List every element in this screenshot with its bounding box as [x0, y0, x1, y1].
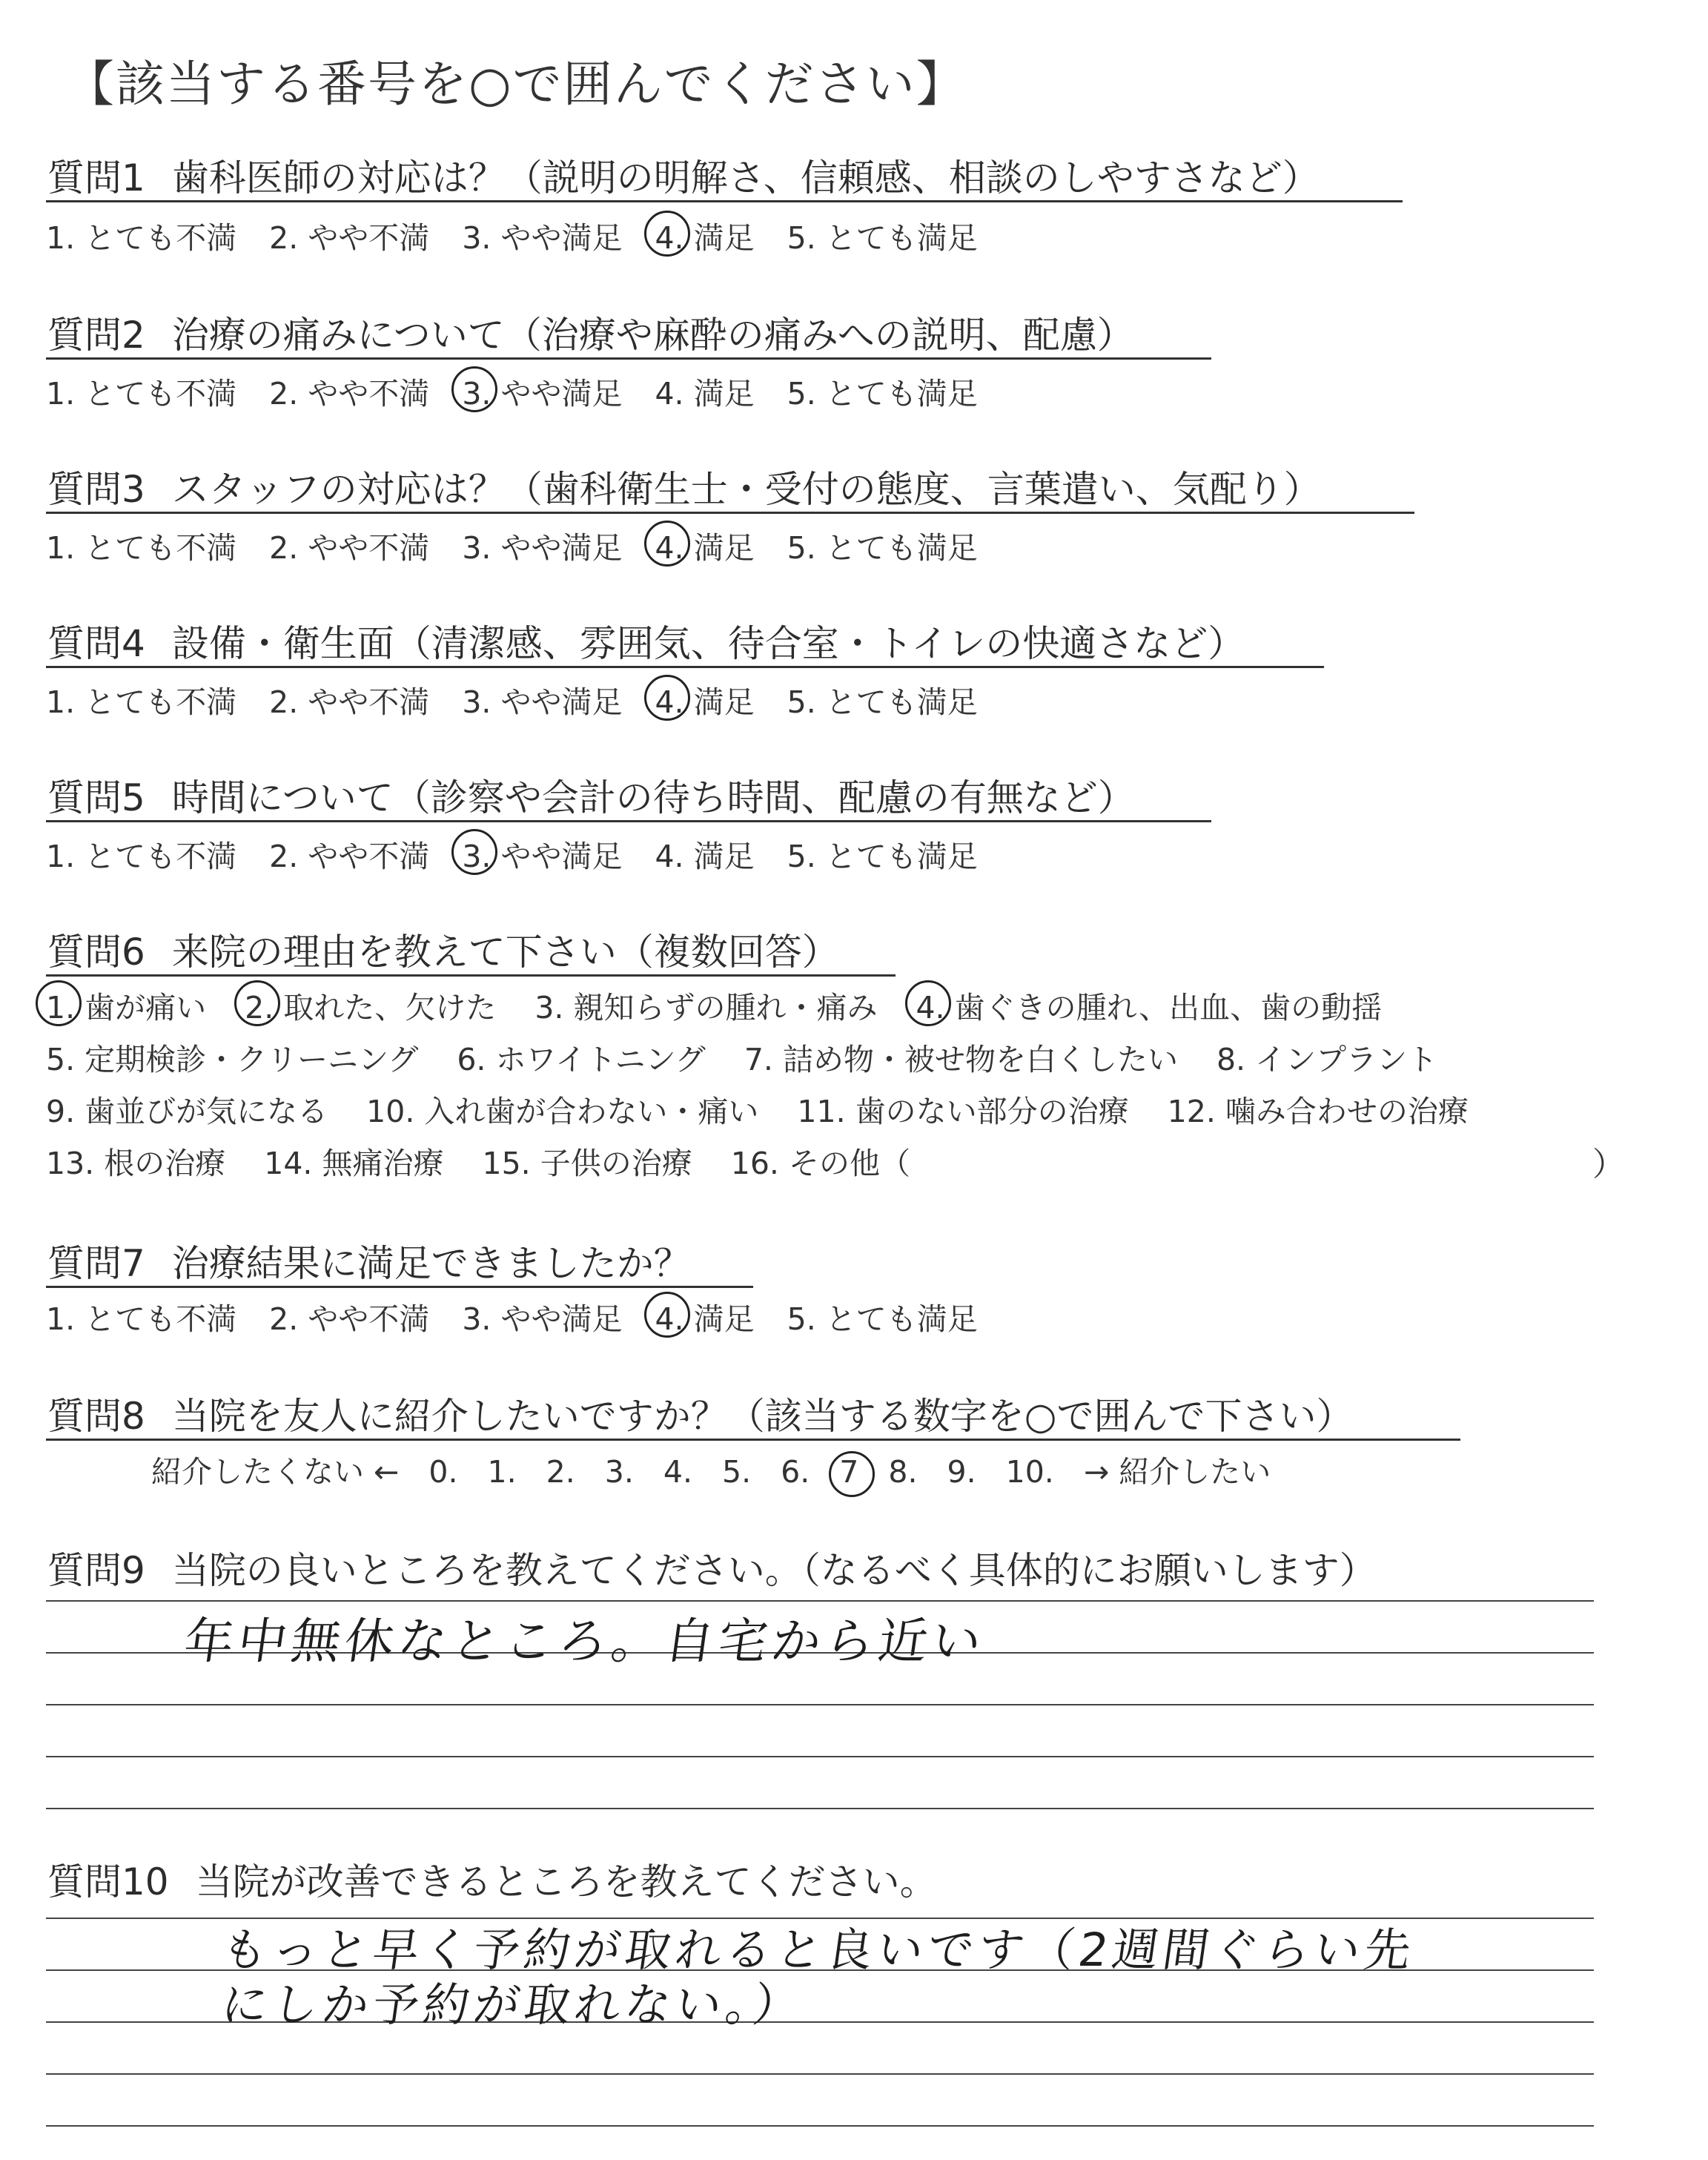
question-8-text: 当院を友人に紹介したいですか？（該当する数字を○で囲んで下さい）: [171, 1395, 1354, 1438]
q5-option-2[interactable]: 2. やや不満: [269, 839, 430, 874]
q6-option-8[interactable]: 8. インプラント: [1216, 1042, 1438, 1077]
q5-option-5[interactable]: 5. とても満足: [787, 839, 978, 874]
question-9-text: 当院の良いところを教えてください。（なるべく具体的にお願いします）: [171, 1549, 1377, 1592]
question-5-text: 時間について（診察や会計の待ち時間、配慮の有無など）: [171, 776, 1135, 819]
question-7-label: 質問7: [47, 1242, 145, 1285]
q8-option-7[interactable]: 5.: [722, 1454, 752, 1490]
question-1-options: [46, 214, 1010, 257]
question-4-label: 質問4: [47, 622, 145, 665]
question-6-underline: [46, 974, 896, 977]
q8-option-4[interactable]: 2.: [546, 1454, 575, 1490]
question-10-label: 質問10: [47, 1860, 169, 1903]
q6-option-11[interactable]: 11. 歯のない部分の治療: [797, 1094, 1129, 1129]
q6-option-9[interactable]: 9. 歯並びが気になる: [46, 1094, 328, 1129]
q1-option-3[interactable]: 3. やや満足: [462, 220, 623, 256]
question-4-text: 設備・衛生面（清潔感、雰囲気、待合室・トイレの快適さなど）: [171, 622, 1245, 665]
question-2-text: 治療の痛みについて（治療や麻酔の痛みへの説明、配慮）: [171, 314, 1134, 357]
q2-option-3[interactable]: 3. やや満足: [462, 369, 622, 413]
question-8-title: [47, 1387, 1353, 1440]
q1-option-5[interactable]: 5. とても満足: [787, 220, 978, 256]
q5-option-3[interactable]: 3. やや満足: [462, 832, 622, 876]
question-1-title: [47, 148, 1320, 202]
q6-option-2[interactable]: 2. 取れた、欠けた: [245, 983, 496, 1027]
question-3-label: 質問3: [47, 468, 145, 511]
q1-option-2[interactable]: 2. やや不満: [269, 220, 430, 256]
q6-option-12[interactable]: 12. 噛み合わせの治療: [1167, 1094, 1469, 1129]
q1-option-4[interactable]: 4. 満足: [655, 214, 754, 257]
q2-option-2[interactable]: 2. やや不満: [269, 376, 430, 412]
question-3-underline: [46, 512, 1414, 514]
q5-option-1[interactable]: 1. とても不満: [46, 839, 237, 874]
question-6-row-4: [46, 1139, 949, 1183]
question-2-label: 質問2: [47, 314, 145, 357]
answer-line: [46, 1704, 1594, 1705]
question-8-scale: [151, 1447, 1300, 1491]
q8-option-3[interactable]: 1.: [487, 1454, 517, 1490]
q8-option-1[interactable]: 紹介したくない ←: [151, 1454, 400, 1490]
question-9-handwritten-answer: 年中無休なところ。自宅から近い: [180, 1613, 990, 1670]
question-1-underline: [46, 200, 1403, 202]
q8-option-8[interactable]: 6.: [781, 1454, 810, 1490]
q6-option-6[interactable]: 6. ホワイトニング: [457, 1042, 706, 1077]
question-4-underline: [46, 666, 1324, 668]
question-5-options: [46, 832, 1010, 876]
answer-line: [46, 2125, 1594, 2127]
question-9-title: [47, 1541, 1377, 1594]
q6-option-13[interactable]: 13. 根の治療: [46, 1146, 226, 1181]
question-3-options: [46, 524, 1010, 567]
q4-option-4[interactable]: 4. 満足: [655, 678, 754, 721]
question-7-text: 治療結果に満足できましたか？: [171, 1242, 691, 1285]
q8-option-10[interactable]: 8.: [888, 1454, 918, 1490]
question-5-label: 質問5: [47, 776, 145, 819]
question-6-row-2: [46, 1035, 1476, 1079]
question-6-row-1: [46, 983, 1420, 1027]
q2-option-1[interactable]: 1. とても不満: [46, 376, 237, 412]
q7-option-4[interactable]: 4. 満足: [655, 1295, 754, 1338]
q3-option-2[interactable]: 2. やや不満: [269, 530, 430, 566]
answer-line: [46, 2073, 1594, 2075]
question-4-title: [47, 614, 1245, 667]
q5-option-4[interactable]: 4. 満足: [655, 839, 755, 874]
q7-option-5[interactable]: 5. とても満足: [787, 1301, 978, 1337]
question-7-title: [47, 1234, 691, 1287]
q4-option-5[interactable]: 5. とても満足: [787, 684, 978, 720]
question-6-row-3: [46, 1087, 1507, 1131]
q6-option-3[interactable]: 3. 親知らずの腫れ・痛み: [534, 990, 878, 1025]
q3-option-4[interactable]: 4. 満足: [655, 524, 754, 567]
q8-option-13[interactable]: → 紹介したい: [1083, 1454, 1271, 1490]
question-6-other-close-paren: ）: [1592, 1146, 1625, 1183]
question-6-label: 質問6: [47, 931, 145, 974]
form-header: 【該当する番号を○で囲んでください】: [65, 56, 967, 113]
q8-option-6[interactable]: 4.: [663, 1454, 693, 1490]
q8-option-9[interactable]: 7: [839, 1454, 859, 1490]
question-7-options: [46, 1295, 1010, 1338]
answer-line: [46, 1756, 1594, 1757]
question-10-title: [47, 1852, 937, 1906]
q6-option-5[interactable]: 5. 定期検診・クリーニング: [46, 1042, 419, 1077]
question-8-underline: [46, 1439, 1460, 1441]
q4-option-2[interactable]: 2. やや不満: [269, 684, 430, 720]
q8-option-2[interactable]: 0.: [428, 1454, 458, 1490]
question-10-handwritten-answer-line-1: もっと早く予約が取れると良いです（2週間ぐらい先: [218, 1923, 1419, 1977]
q6-option-15[interactable]: 15. 子供の治療: [482, 1146, 692, 1181]
q7-option-2[interactable]: 2. やや不満: [269, 1301, 430, 1337]
q2-option-4[interactable]: 4. 満足: [655, 376, 755, 412]
q6-option-7[interactable]: 7. 詰め物・被せ物を白くしたい: [744, 1042, 1178, 1077]
q8-option-5[interactable]: 3.: [604, 1454, 634, 1490]
question-2-title: [47, 305, 1134, 359]
q6-option-16[interactable]: 16. その他（: [730, 1146, 910, 1181]
question-2-underline: [46, 357, 1211, 360]
question-6-title: [47, 922, 839, 976]
answer-line: [46, 1808, 1594, 1809]
q6-option-1[interactable]: 1. 歯が痛い: [46, 983, 206, 1027]
q4-option-3[interactable]: 3. やや満足: [462, 684, 623, 720]
q8-option-12[interactable]: 10.: [1005, 1454, 1054, 1490]
question-3-text: スタッフの対応は？（歯科衛生士・受付の態度、言葉遣い、気配り）: [171, 468, 1321, 511]
question-2-options: [46, 369, 1010, 413]
q6-option-10[interactable]: 10. 入れ歯が合わない・痛い: [366, 1094, 759, 1129]
question-8-label: 質問8: [47, 1395, 145, 1438]
q2-option-5[interactable]: 5. とても満足: [787, 376, 978, 412]
question-5-title: [47, 768, 1135, 822]
q3-option-3[interactable]: 3. やや満足: [462, 530, 623, 566]
question-1-text: 歯科医師の対応は？（説明の明解さ、信頼感、相談のしやすさなど）: [171, 156, 1320, 199]
question-9-label: 質問9: [47, 1549, 145, 1592]
q3-option-1[interactable]: 1. とても不満: [46, 530, 237, 566]
question-10-text: 当院が改善できるところを教えてください。: [195, 1860, 937, 1903]
question-1-label: 質問1: [47, 156, 145, 199]
q7-option-1[interactable]: 1. とても不満: [46, 1301, 237, 1337]
q4-option-1[interactable]: 1. とても不満: [46, 684, 237, 720]
question-3-title: [47, 460, 1321, 513]
question-6-text: 来院の理由を教えて下さい（複数回答）: [171, 931, 839, 974]
q1-option-1[interactable]: 1. とても不満: [46, 220, 237, 256]
q6-option-4[interactable]: 4. 歯ぐきの腫れ、出血、歯の動揺: [916, 983, 1382, 1027]
q3-option-5[interactable]: 5. とても満足: [787, 530, 978, 566]
q7-option-3[interactable]: 3. やや満足: [462, 1301, 623, 1337]
question-10-handwritten-answer-line-2: にしか予約が取れない。）: [218, 1978, 808, 2032]
question-7-underline: [46, 1286, 753, 1288]
question-4-options: [46, 678, 1010, 721]
q6-option-14[interactable]: 14. 無痛治療: [264, 1146, 444, 1181]
question-5-underline: [46, 820, 1211, 822]
q8-option-11[interactable]: 9.: [947, 1454, 976, 1490]
